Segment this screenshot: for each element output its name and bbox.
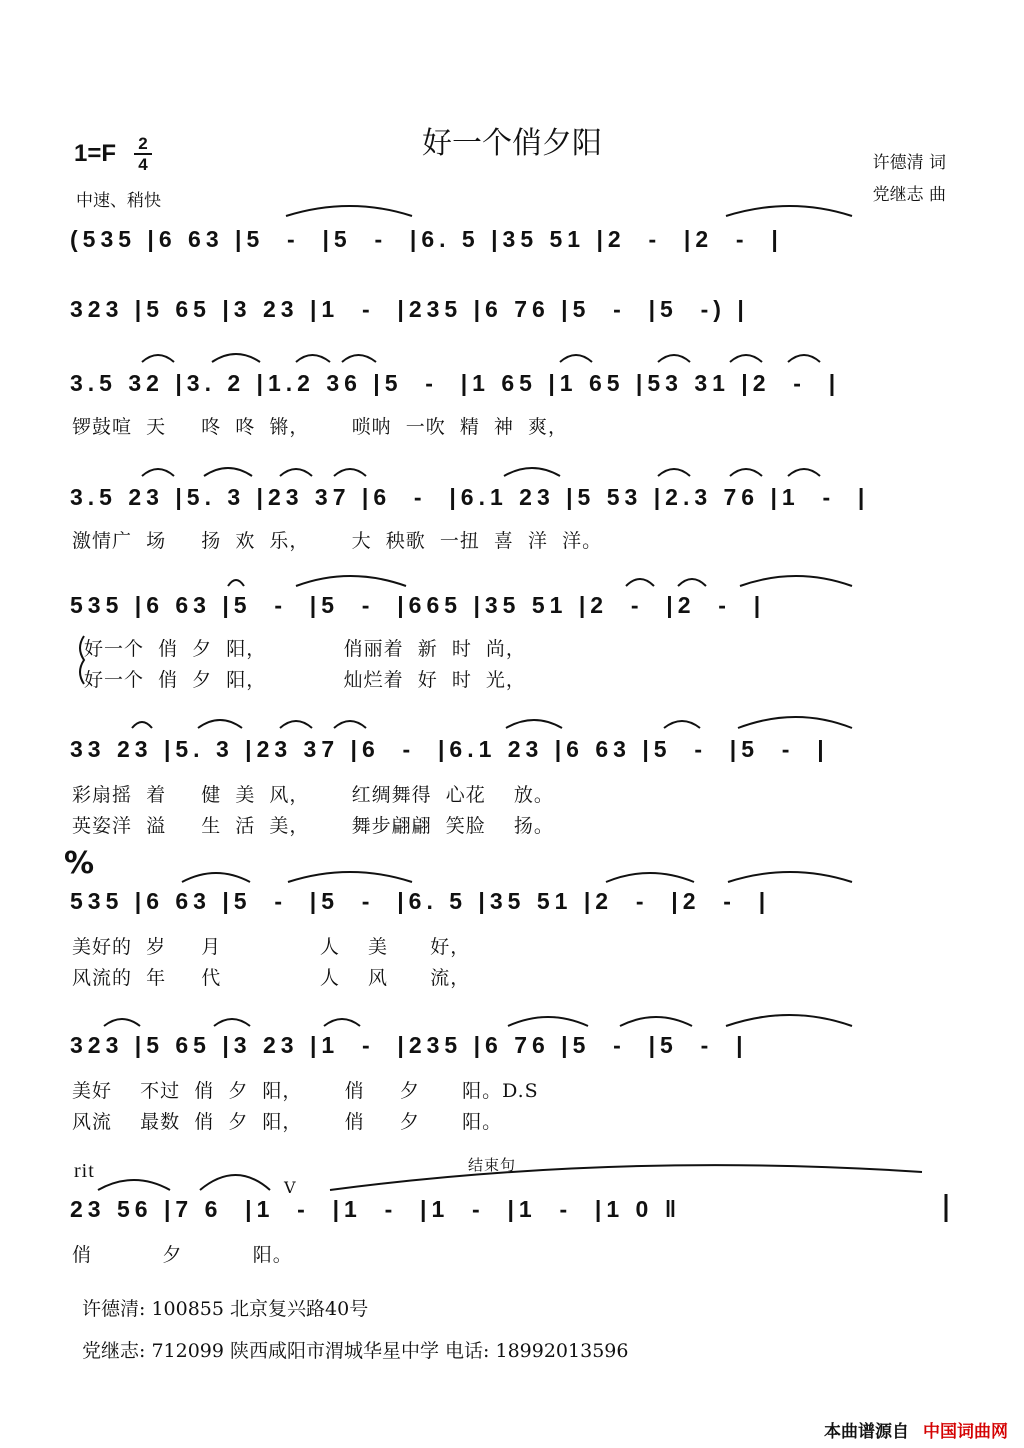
segno-sign: % (64, 846, 95, 881)
site-name-link[interactable]: 中国词曲网 (923, 1422, 1008, 1442)
breath-mark: V (284, 1178, 297, 1197)
slur (620, 1017, 692, 1026)
notation-row-4: 3.5 23 |5. 3 |23 37 |6 - |6.1 23 |5 53 |2.3 76 |1 - | (70, 484, 870, 510)
slur (286, 206, 412, 216)
slur (280, 721, 312, 728)
notation-row-7: 535 |6 63 |5 - |5 - |6. 5 |35 51 |2 - |2 - | (70, 888, 771, 914)
slur (678, 579, 706, 586)
notation-row-1: (535 |6 63 |5 - |5 - |6. 5 |35 51 |2 - |2 - | (70, 226, 783, 252)
song-title: 好一个俏夕阳 (422, 126, 602, 161)
slur (104, 1019, 140, 1026)
composer-address: 党继志: 712099 陕西咸阳市渭城华星中学 电话: 18992013596 (82, 1340, 629, 1362)
slur (738, 717, 852, 728)
slur (288, 872, 412, 882)
slur (740, 576, 852, 586)
slur (198, 720, 242, 728)
slur (730, 355, 762, 362)
slur (626, 579, 654, 586)
notation-row-2: 323 |5 65 |3 23 |1 - |235 |6 76 |5 - |5 -) | (70, 296, 749, 322)
slur (324, 1019, 360, 1026)
lyrics-row-3: 锣鼓喧 天 咚 咚 锵， 唢呐 一吹 精 神 爽， (72, 416, 568, 438)
lyrics-row-4: 激情广 场 扬 欢 乐， 大 秧歌 一扭 喜 洋 洋。 (72, 530, 603, 552)
notation-row-3: 3.5 32 |3. 2 |1.2 36 |5 - |1 65 |1 65 |53 31 |2 - | (70, 370, 841, 396)
notation-row-9: 23 56 |7 6 |1 - |1 - |1 - |1 - |1 0 ‖ (70, 1196, 682, 1222)
slur (506, 720, 562, 728)
slur (296, 355, 330, 362)
slur (658, 355, 690, 362)
tempo-marking: 中速、稍快 (76, 191, 161, 211)
composer-credit: 党继志 曲 (872, 185, 946, 205)
slur (606, 873, 694, 882)
ending-phrase-label: 结束句 (468, 1156, 517, 1174)
slur (726, 1015, 852, 1026)
slur (664, 721, 700, 728)
notation-row-6: 33 23 |5. 3 |23 37 |6 - |6.1 23 |6 63 |5 - |5 - | (70, 736, 829, 762)
slur (296, 576, 406, 586)
notation-row-5: 535 |6 63 |5 - |5 - |665 |35 51 |2 - |2 - | (70, 592, 766, 618)
lyrics-row-6-verse-1: 彩扇摇 着 健 美 风， 红绸舞得 心花 放。 (72, 784, 554, 806)
slur (200, 1175, 270, 1190)
lyrics-row-9: 俏 夕 阳。 (72, 1244, 293, 1266)
lyricist-address: 许德清: 100855 北京复兴路40号 (82, 1298, 369, 1320)
brace (80, 636, 84, 684)
slur (728, 872, 852, 882)
slur (334, 469, 366, 476)
slur (334, 721, 366, 728)
lyrics-row-7-verse-2: 风流的 年 代 人 风 流， (72, 967, 471, 989)
lyrics-row-7-verse-1: 美好的 岁 月 人 美 好， (72, 936, 471, 958)
slur (560, 355, 592, 362)
slurs (98, 206, 922, 1190)
notation-row-8: 323 |5 65 |3 23 |1 - |235 |6 76 |5 - |5 - | (70, 1032, 748, 1058)
slur (212, 354, 260, 362)
slur (508, 1017, 588, 1026)
slur (142, 469, 174, 476)
slur (132, 722, 152, 728)
slur (98, 1180, 170, 1190)
slur (504, 468, 560, 476)
ending-tie (330, 1165, 922, 1190)
meter-top: 2 (138, 134, 148, 153)
slur (730, 469, 762, 476)
lyrics-row-8-verse-2: 风流 最数 俏 夕 阳， 俏 夕 阳。 (72, 1111, 503, 1133)
lyrics-row-5-verse-1: 好一个 俏 夕 阳， 俏丽着 新 时 尚， (84, 638, 526, 660)
lyrics-row-8-verse-1: 美好 不过 俏 夕 阳， 俏 夕 阳。D.S (72, 1080, 539, 1102)
lyricist-credit: 许德清 词 (872, 153, 946, 173)
key-signature: 1=F (74, 140, 117, 167)
slur (204, 468, 252, 476)
meter-bottom: 4 (138, 155, 148, 174)
lyrics-row-6-verse-2: 英姿洋 溢 生 活 美， 舞步翩翩 笑脸 扬。 (72, 815, 554, 837)
slur (788, 469, 820, 476)
source-label: 本曲谱源自 (824, 1422, 909, 1442)
slur (142, 355, 174, 362)
slur (182, 873, 250, 882)
slur (342, 355, 376, 362)
slur (788, 355, 820, 362)
verse-brace (80, 636, 84, 684)
rit-marking: rit (74, 1160, 95, 1182)
slur (658, 469, 690, 476)
slur (280, 469, 312, 476)
lyrics-row-5-verse-2: 好一个 俏 夕 阳， 灿烂着 好 时 光， (84, 669, 526, 691)
slur (228, 580, 244, 586)
slur (726, 206, 852, 216)
slur (214, 1019, 250, 1026)
